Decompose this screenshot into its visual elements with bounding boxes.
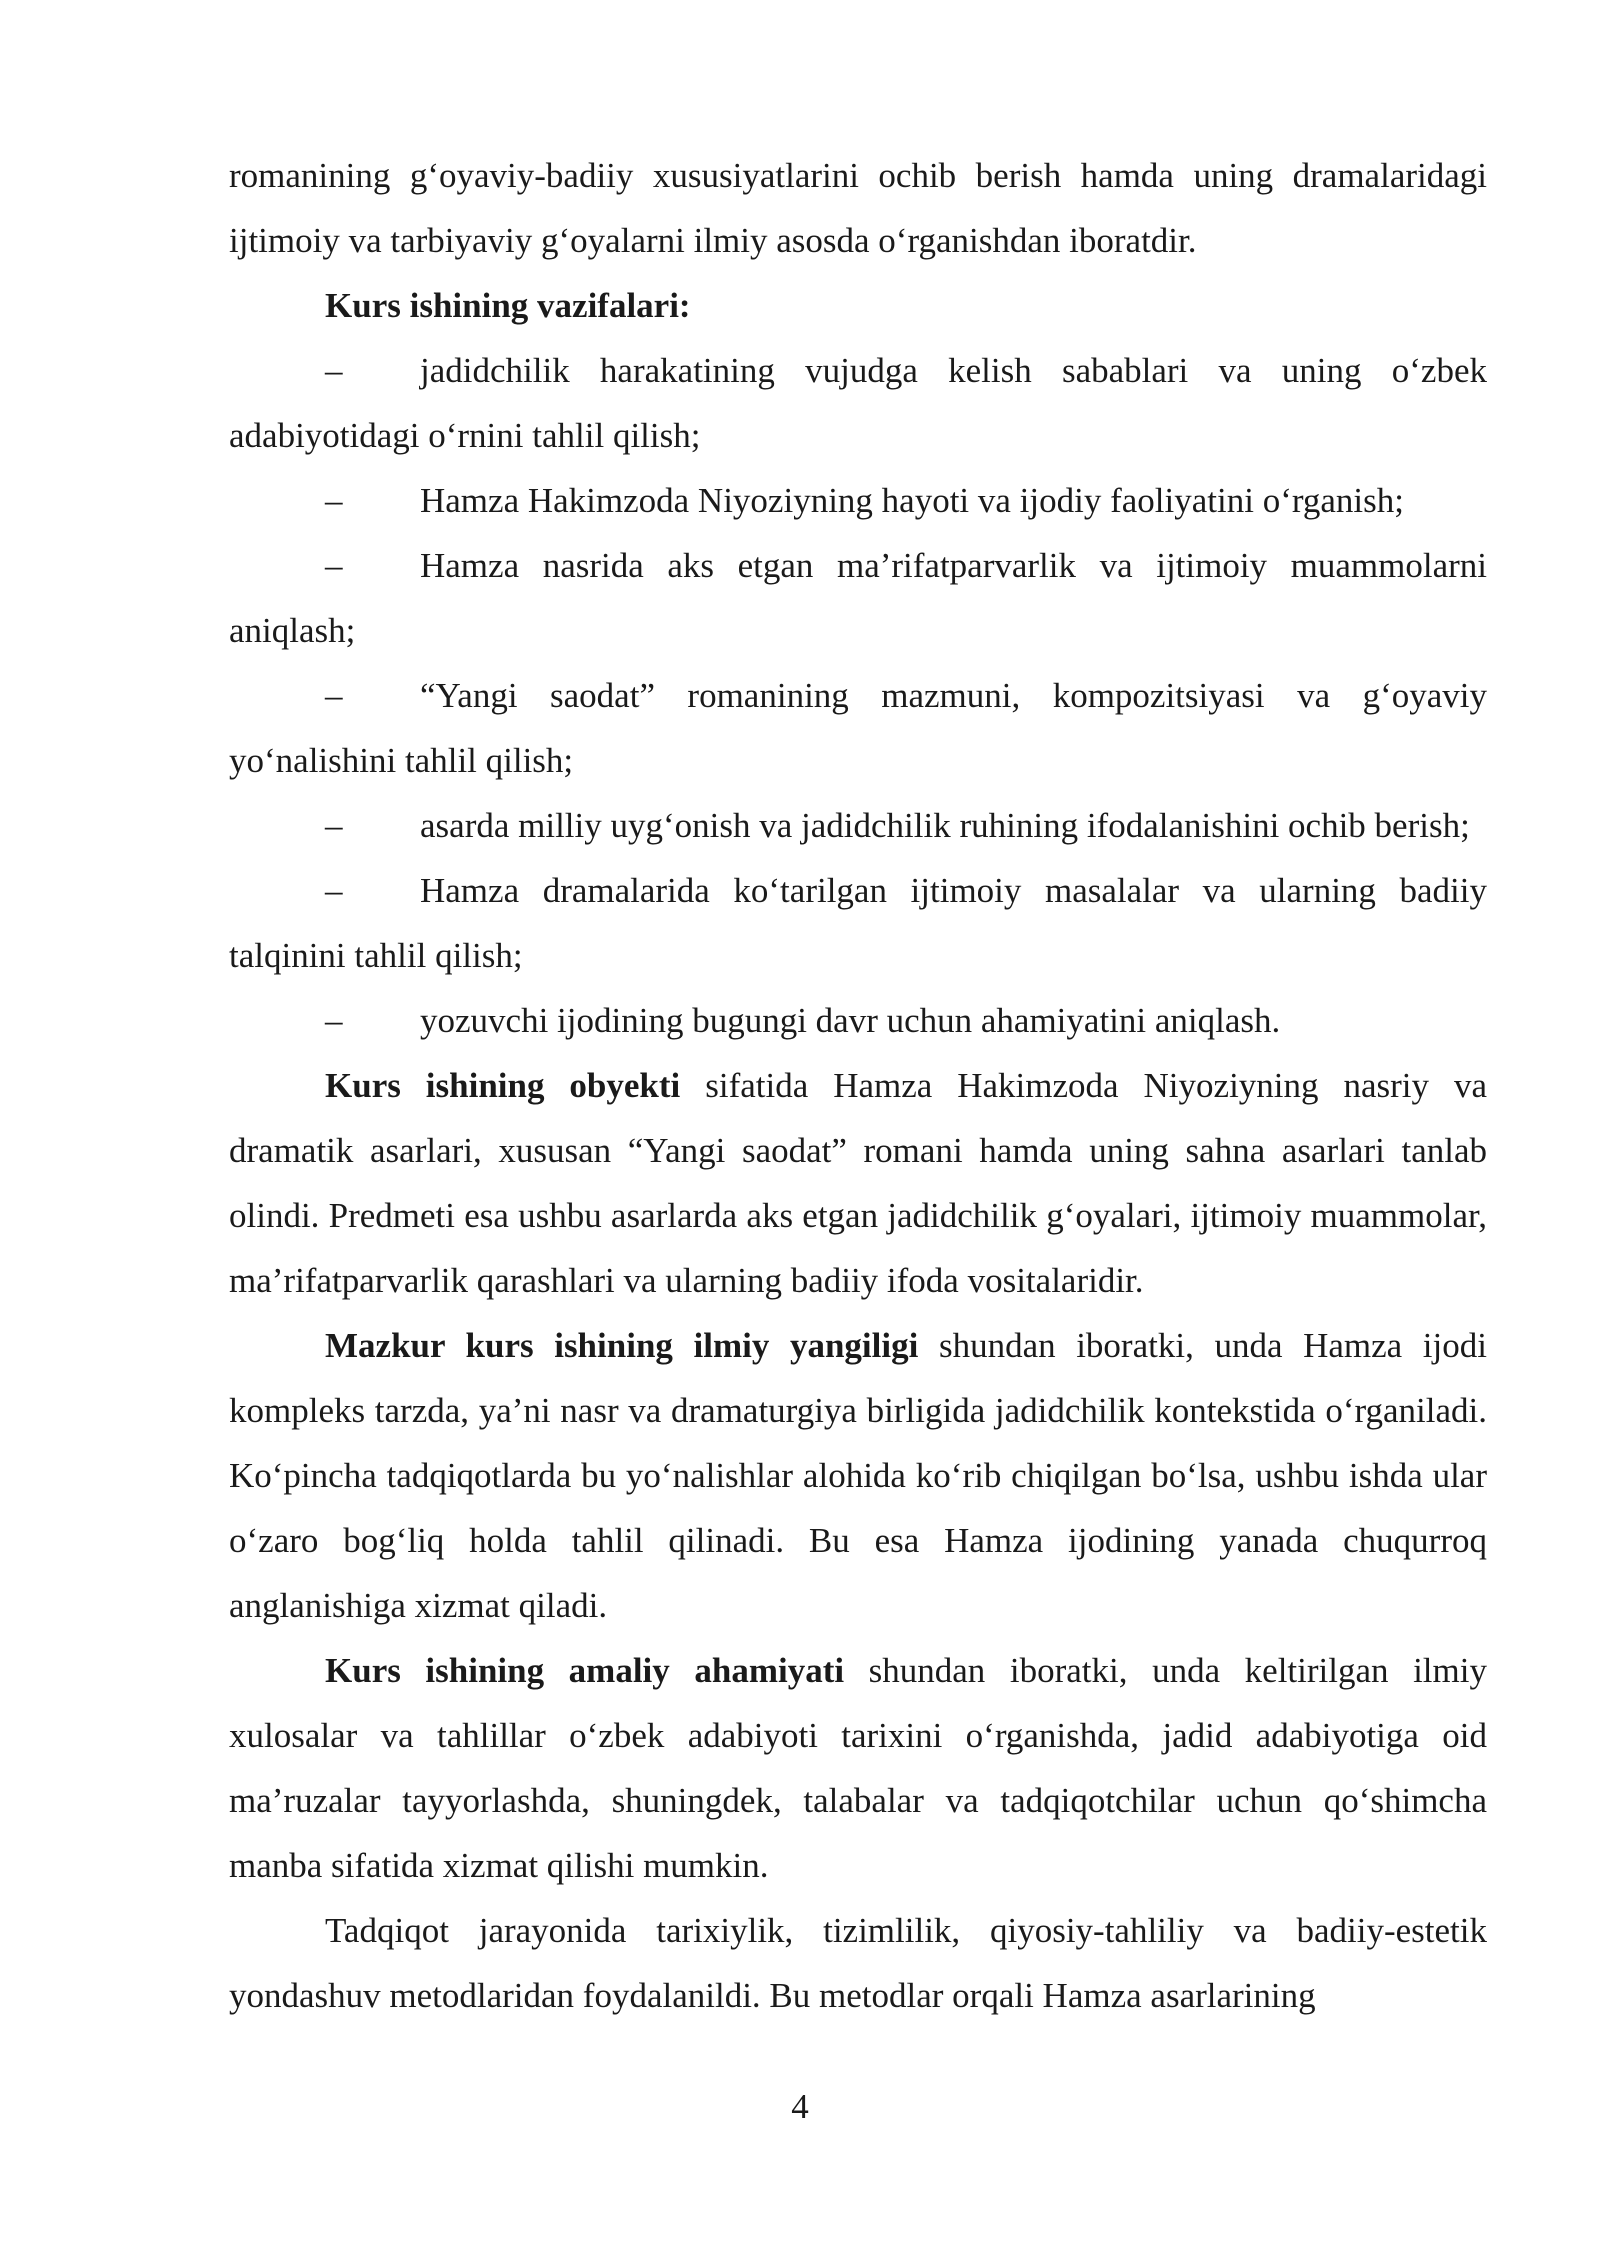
methods-paragraph: Tadqiqot jarayonida tarixiylik, tizimlilik, qiyosiy-tahliliy va badiiy-estetik yondashuv metodlaridan foydalanildi. Bu metodlar orqali Hamza asarlarining: [229, 1911, 1487, 2015]
task-text: yozuvchi ijodining bugungi davr uchun ahamiyatini aniqlash.: [420, 1001, 1281, 1040]
task-text: Hamza dramalarida ko‘tarilgan ijtimoiy masalalar va ularning badiiy talqinini tahlil qilish;: [229, 871, 1487, 975]
document-body: [229, 143, 1487, 2028]
task-item-5: [229, 793, 1487, 858]
tasks-heading: [229, 273, 1487, 338]
task-item-2: [229, 468, 1487, 533]
novelty-paragraph: [229, 1313, 1487, 1638]
practical-paragraph: [229, 1638, 1487, 1898]
task-text: Hamza Hakimzoda Niyoziyning hayoti va ijodiy faoliyatini o‘rganish;: [420, 481, 1404, 520]
intro-paragraph: romanining g‘oyaviy-badiiy xususiyatlarini ochib berish hamda uning dramalaridagi ijtimoiy va tarbiyaviy g‘oyalarni ilmiy asosda o‘rganishdan iboratdir.: [229, 156, 1487, 260]
dash-bullet-icon: –: [325, 871, 343, 910]
task-item-1: [229, 338, 1487, 468]
page-number: 4: [791, 2087, 809, 2126]
task-text: jadidchilik harakatining vujudga kelish sabablari va uning o‘zbek adabiyotidagi o‘rnini tahlil qilish;: [229, 351, 1487, 455]
task-item-6: [229, 858, 1487, 988]
dash-bullet-icon: –: [325, 351, 343, 390]
novelty-text: shundan iboratki, unda Hamza ijodi kompleks tarzda, ya’ni nasr va dramaturgiya birligida jadidchilik kontekstida o‘rganiladi. Ko‘pincha tadqiqotlarda bu yo‘nalishlar alohida ko‘rib chiqilgan bo‘lsa, ushbu ishda ular o‘zaro bog‘liq holda tahlil qilinadi. Bu esa Hamza ijodining yanada chuqurroq anglanishiga xizmat qiladi.: [229, 1326, 1487, 1625]
object-paragraph: [229, 1053, 1487, 1313]
practical-label: Kurs ishining amaliy ahamiyati: [325, 1651, 845, 1690]
task-text: Hamza nasrida aks etgan ma’rifatparvarlik va ijtimoiy muammolarni aniqlash;: [229, 546, 1487, 650]
tasks-heading-text: Kurs ishining vazifalari:: [325, 286, 691, 325]
task-item-7: [229, 988, 1487, 1053]
task-text: “Yangi saodat” romanining mazmuni, kompozitsiyasi va g‘oyaviy yo‘nalishini tahlil qilish;: [229, 676, 1487, 780]
object-text: sifatida Hamza Hakimzoda Niyoziyning nasriy va dramatik asarlari, xususan “Yangi saodat” romani hamda uning sahna asarlari tanlab olindi. Predmeti esa ushbu asarlarda aks etgan jadidchilik g‘oyalari, ijtimoiy muammolar, ma’rifatparvarlik qarashlari va ularning badiiy ifoda vositalaridir.: [229, 1066, 1487, 1300]
dash-bullet-icon: –: [325, 806, 343, 845]
dash-bullet-icon: –: [325, 546, 343, 585]
task-text: asarda milliy uyg‘onish va jadidchilik ruhining ifodalanishini ochib berish;: [420, 806, 1470, 845]
object-label: Kurs ishining obyekti: [325, 1066, 681, 1105]
dash-bullet-icon: –: [325, 1001, 343, 1040]
task-item-4: [229, 663, 1487, 793]
dash-bullet-icon: –: [325, 481, 343, 520]
practical-text: shundan iboratki, unda keltirilgan ilmiy xulosalar va tahlillar o‘zbek adabiyoti tarixini o‘rganishda, jadid adabiyotiga oid ma’ruzalar tayyorlashda, shuningdek, talabalar va tadqiqotchilar uchun qo‘shimcha manba sifatida xizmat qilishi mumkin.: [229, 1651, 1487, 1885]
task-item-3: [229, 533, 1487, 663]
novelty-label: Mazkur kurs ishining ilmiy yangiligi: [325, 1326, 919, 1365]
dash-bullet-icon: –: [325, 676, 343, 715]
